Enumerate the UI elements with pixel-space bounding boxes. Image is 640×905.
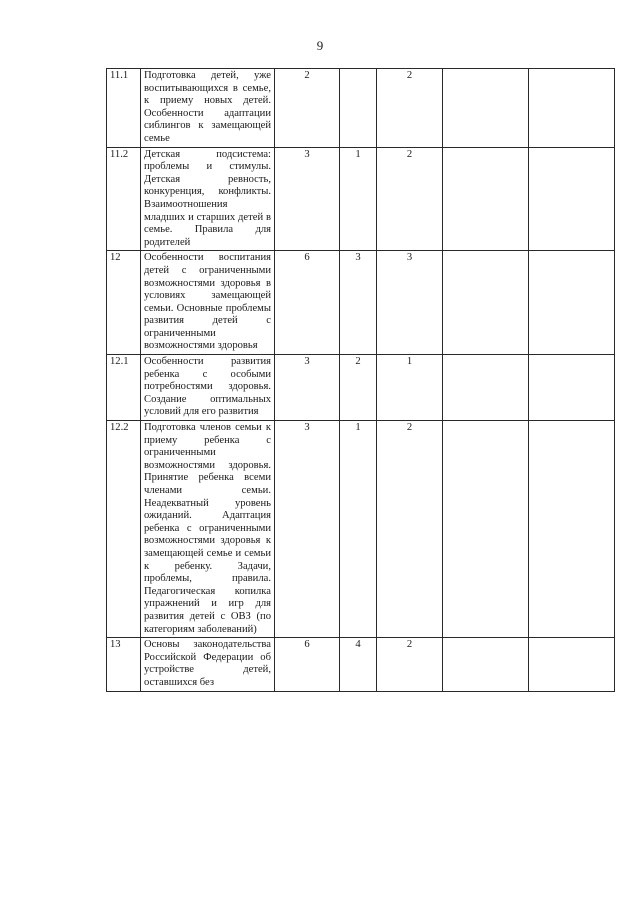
row-total-hours: 2 — [275, 69, 340, 148]
row-theory-hours — [340, 69, 377, 148]
row-extra-cell — [443, 147, 529, 251]
row-practice-hours: 3 — [377, 251, 443, 355]
row-total-hours: 6 — [275, 638, 340, 691]
row-extra-cell — [443, 251, 529, 355]
row-topic: Особенности воспитания детей с ограниченными возможностями здоровья в условиях замещающей семьи. Основные проблемы развития детей с ограниченными возможностями здоровья — [141, 251, 275, 355]
row-topic: Особенности развития ребенка с особыми потребностями здоровья. Создание оптимальных условий для его развития — [141, 355, 275, 421]
row-topic: Основы законодательства Российской Федерации об устройстве детей, оставшихся без — [141, 638, 275, 691]
row-extra-cell — [529, 355, 615, 421]
row-number: 11.2 — [107, 147, 141, 251]
page-number: 9 — [316, 38, 324, 53]
row-practice-hours: 2 — [377, 69, 443, 148]
row-number: 12 — [107, 251, 141, 355]
row-number: 12.1 — [107, 355, 141, 421]
row-extra-cell — [529, 69, 615, 148]
table-row — [107, 69, 615, 148]
row-total-hours: 3 — [275, 147, 340, 251]
row-topic: Подготовка членов семьи к приему ребенка с ограниченными возможностями здоровья. Принятие ребенка всеми членами семьи. Неадекватный уровень ожиданий. Адаптация ребенка с ограниченными возможностями здоровья к замещающей семье и семьи к ребенку. Задачи, проблемы, правила. Педагогическая копилка упражнений и игр для развития детей с ОВЗ (по категориям заболеваний) — [141, 421, 275, 638]
row-extra-cell — [443, 69, 529, 148]
row-total-hours: 3 — [275, 355, 340, 421]
row-theory-hours: 1 — [340, 421, 377, 638]
row-extra-cell — [443, 355, 529, 421]
row-practice-hours: 1 — [377, 355, 443, 421]
row-practice-hours: 2 — [377, 638, 443, 691]
table-row — [107, 421, 615, 638]
row-topic: Подготовка детей, уже воспитывающихся в семье, к приему новых детей. Особенности адаптации сиблингов к замещающей семье — [141, 69, 275, 148]
row-extra-cell — [443, 638, 529, 691]
row-extra-cell — [529, 147, 615, 251]
table-row — [107, 638, 615, 691]
table-row — [107, 147, 615, 251]
row-extra-cell — [529, 421, 615, 638]
curriculum-table — [106, 68, 615, 692]
row-theory-hours: 4 — [340, 638, 377, 691]
row-practice-hours: 2 — [377, 421, 443, 638]
table-row — [107, 355, 615, 421]
row-number: 13 — [107, 638, 141, 691]
row-theory-hours: 2 — [340, 355, 377, 421]
row-total-hours: 3 — [275, 421, 340, 638]
row-extra-cell — [443, 421, 529, 638]
row-practice-hours: 2 — [377, 147, 443, 251]
row-number: 11.1 — [107, 69, 141, 148]
row-theory-hours: 3 — [340, 251, 377, 355]
row-extra-cell — [529, 251, 615, 355]
row-extra-cell — [529, 638, 615, 691]
row-number: 12.2 — [107, 421, 141, 638]
row-total-hours: 6 — [275, 251, 340, 355]
row-topic: Детская подсистема: проблемы и стимулы. Детская ревность, конкуренция, конфликты. Взаимоотношения младших и старших детей в семье. Правила для родителей — [141, 147, 275, 251]
row-theory-hours: 1 — [340, 147, 377, 251]
table-row — [107, 251, 615, 355]
